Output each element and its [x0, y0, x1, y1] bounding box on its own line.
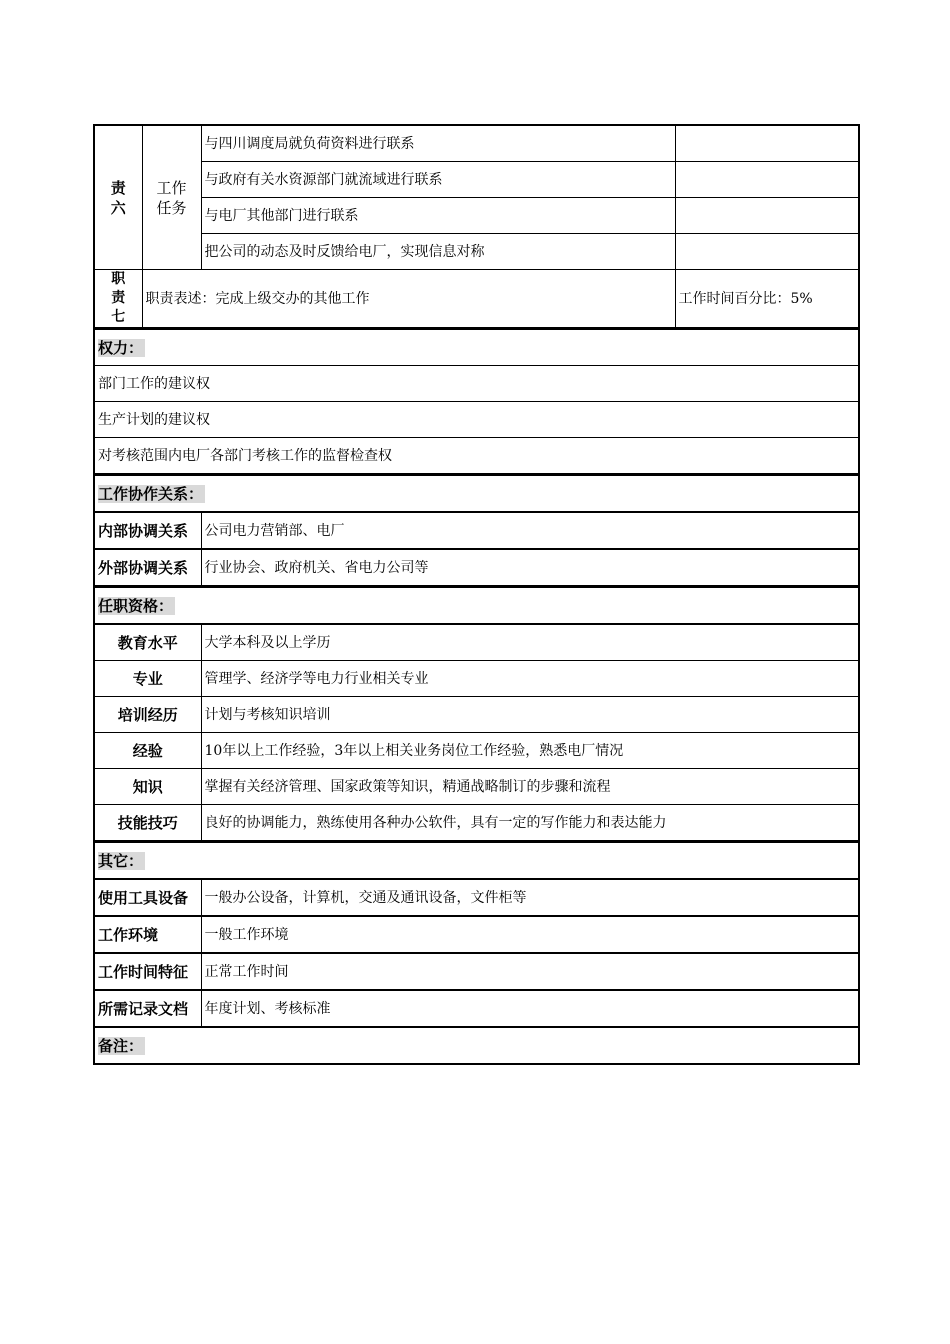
other-value: 正常工作时间 [201, 953, 859, 990]
duty7-label-line2: 责 [111, 290, 126, 306]
remarks-title-text: 备注： [98, 1036, 144, 1055]
duty6-label [94, 125, 142, 270]
task-extra-cell [675, 162, 859, 198]
relations-table [93, 474, 860, 586]
authority-item: 生产计划的建议权 [94, 402, 859, 438]
authority-title-text: 权力： [98, 338, 144, 357]
task-extra-cell [675, 198, 859, 234]
authority-item: 对考核范围内电厂各部门考核工作的监督检查权 [94, 438, 859, 474]
duty7-label [94, 270, 142, 328]
duty7-time-percent: 工作时间百分比：5% [675, 270, 859, 328]
relation-label: 外部协调关系 [94, 549, 201, 586]
task-extra-cell [675, 234, 859, 270]
others-title-text: 其它： [98, 851, 144, 870]
qualification-label: 专业 [94, 661, 201, 697]
qualification-label: 教育水平 [94, 624, 201, 661]
task-item: 与四川调度局就负荷资料进行联系 [201, 125, 675, 162]
relations-title-text: 工作协作关系： [98, 484, 204, 503]
relation-value: 行业协会、政府机关、省电力公司等 [201, 549, 859, 586]
duty6-label-line1: 责 [110, 178, 126, 197]
task-item: 与电厂其他部门进行联系 [201, 198, 675, 234]
qualification-label: 技能技巧 [94, 805, 201, 841]
duty7-label-line3: 七 [111, 309, 126, 325]
task-label-line1: 工作 [156, 178, 187, 197]
other-value: 年度计划、考核标准 [201, 990, 859, 1027]
job-description-sheet [93, 124, 858, 1065]
other-value: 一般办公设备，计算机，交通及通讯设备，文件柜等 [201, 879, 859, 916]
duties-table [93, 124, 860, 328]
qualifications-title-text: 任职资格： [98, 596, 174, 615]
qualification-label: 知识 [94, 769, 201, 805]
other-label: 所需记录文档 [94, 990, 201, 1027]
qualifications-title [94, 587, 859, 624]
others-table [93, 841, 860, 1065]
duty7-label-line1: 职 [111, 271, 126, 287]
qualification-value: 掌握有关经济管理、国家政策等知识，精通战略制订的步骤和流程 [201, 769, 859, 805]
qualification-label: 经验 [94, 733, 201, 769]
other-label: 工作时间特征 [94, 953, 201, 990]
authority-table [93, 328, 860, 474]
qualification-value: 计划与考核知识培训 [201, 697, 859, 733]
task-label-line2: 任务 [156, 198, 187, 217]
task-extra-cell [675, 125, 859, 162]
relation-value: 公司电力营销部、电厂 [201, 512, 859, 549]
qualifications-table [93, 586, 860, 841]
duty6-label-line2: 六 [110, 198, 126, 217]
qualification-value: 良好的协调能力，熟练使用各种办公软件，具有一定的写作能力和表达能力 [201, 805, 859, 841]
other-label: 工作环境 [94, 916, 201, 953]
qualification-value: 管理学、经济学等电力行业相关专业 [201, 661, 859, 697]
duty7-description: 职责表述：完成上级交办的其他工作 [142, 270, 675, 328]
relations-title [94, 475, 859, 512]
authority-title [94, 329, 859, 366]
other-value: 一般工作环境 [201, 916, 859, 953]
task-item: 把公司的动态及时反馈给电厂，实现信息对称 [201, 234, 675, 270]
other-label: 使用工具设备 [94, 879, 201, 916]
qualification-label: 培训经历 [94, 697, 201, 733]
authority-item: 部门工作的建议权 [94, 366, 859, 402]
relation-label: 内部协调关系 [94, 512, 201, 549]
remarks-title [94, 1027, 859, 1064]
qualification-value: 大学本科及以上学历 [201, 624, 859, 661]
others-title [94, 842, 859, 879]
task-item: 与政府有关水资源部门就流域进行联系 [201, 162, 675, 198]
qualification-value: 10年以上工作经验，3年以上相关业务岗位工作经验，熟悉电厂情况 [201, 733, 859, 769]
task-label [142, 125, 201, 270]
